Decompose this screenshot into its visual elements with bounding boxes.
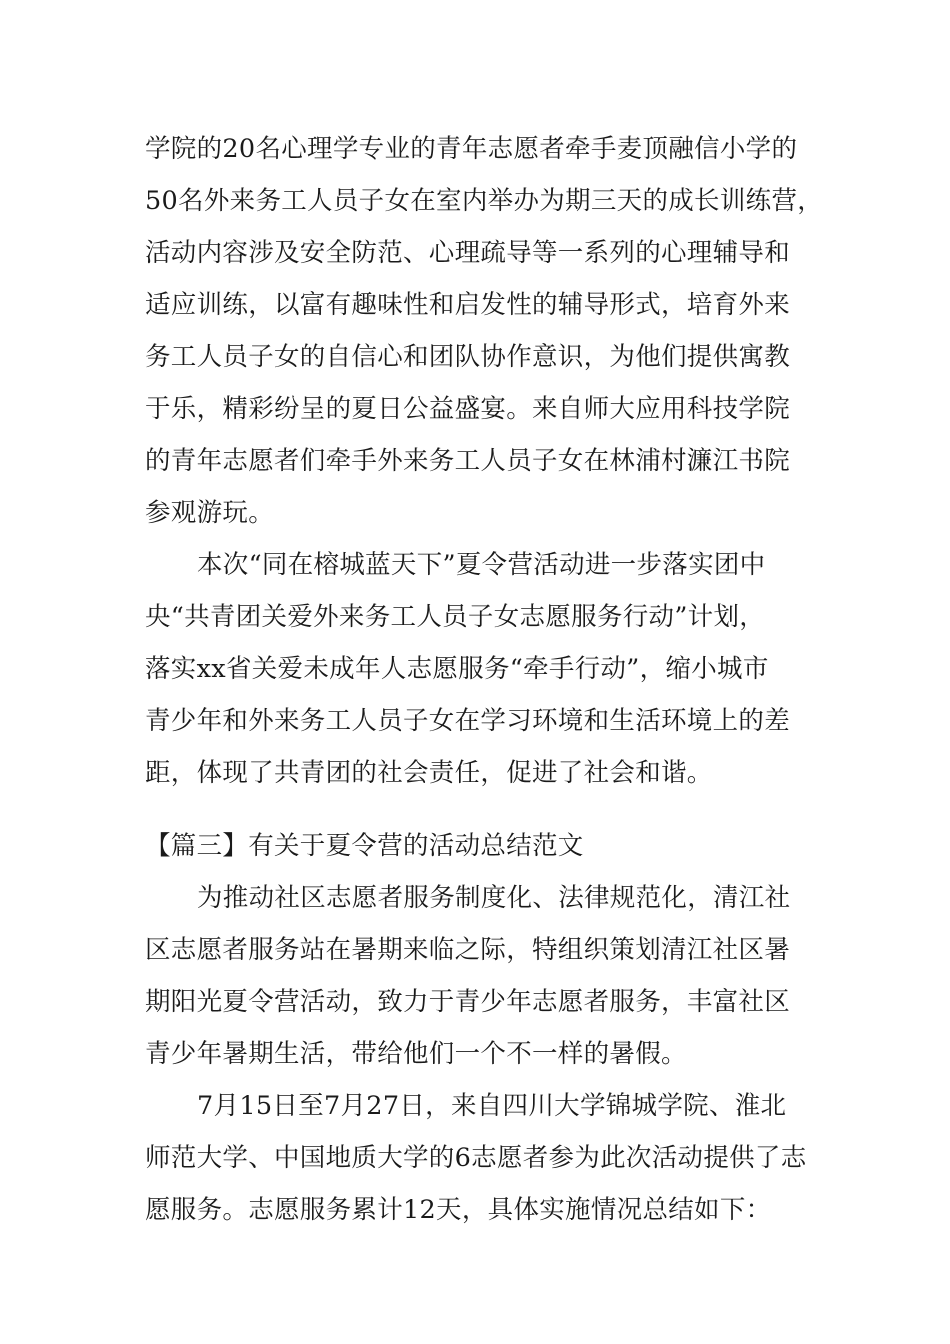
- body-text-line: 适应训练，以富有趣味性和启发性的辅导形式，培育外来: [145, 290, 791, 320]
- section-heading: 【篇三】有关于夏令营的活动总结范文: [145, 831, 584, 861]
- body-text-line: 区志愿者服务站在暑期来临之际，特组织策划清江社区暑: [145, 935, 791, 965]
- body-text-line: 落实xx省关爱未成年人志愿服务“牵手行动”，缩小城市: [145, 654, 769, 684]
- body-text-line: 活动内容涉及安全防范、心理疏导等一系列的心理辅导和: [145, 238, 791, 268]
- body-text-line: 本次“同在榕城蓝天下”夏令营活动进一步落实团中: [197, 550, 766, 580]
- body-text-line: 7月15日至7月27日，来自四川大学锦城学院、淮北: [197, 1091, 787, 1121]
- body-text-line: 距，体现了共青团的社会责任，促进了社会和谐。: [145, 758, 713, 788]
- body-text-line: 青少年和外来务工人员子女在学习环境和生活环境上的差: [145, 706, 791, 736]
- body-text-line: 的青年志愿者们牵手外来务工人员子女在林浦村濂江书院: [145, 446, 791, 476]
- body-text-line: 参观游玩。: [145, 498, 275, 528]
- body-text-line: 青少年暑期生活，带给他们一个不一样的暑假。: [145, 1039, 687, 1069]
- body-text-line: 师范大学、中国地质大学的6志愿者参为此次活动提供了志: [145, 1143, 807, 1173]
- body-text-line: 期阳光夏令营活动，致力于青少年志愿者服务，丰富社区: [145, 987, 791, 1017]
- body-text-line: 为推动社区志愿者服务制度化、法律规范化，清江社: [197, 883, 791, 913]
- body-text-line: 务工人员子女的自信心和团队协作意识，为他们提供寓教: [145, 342, 791, 372]
- body-text-line: 央“共青团关爱外来务工人员子女志愿服务行动”计划，: [145, 602, 766, 632]
- body-text-line: 50名外来务工人员子女在室内举办为期三天的成长训练营，: [145, 186, 824, 216]
- body-text-line: 学院的20名心理学专业的青年志愿者牵手麦顶融信小学的: [145, 134, 798, 164]
- body-text-line: 愿服务。志愿服务累计12天，具体实施情况总结如下：: [145, 1195, 772, 1225]
- body-text-line: 于乐，精彩纷呈的夏日公益盛宴。来自师大应用科技学院: [145, 394, 791, 424]
